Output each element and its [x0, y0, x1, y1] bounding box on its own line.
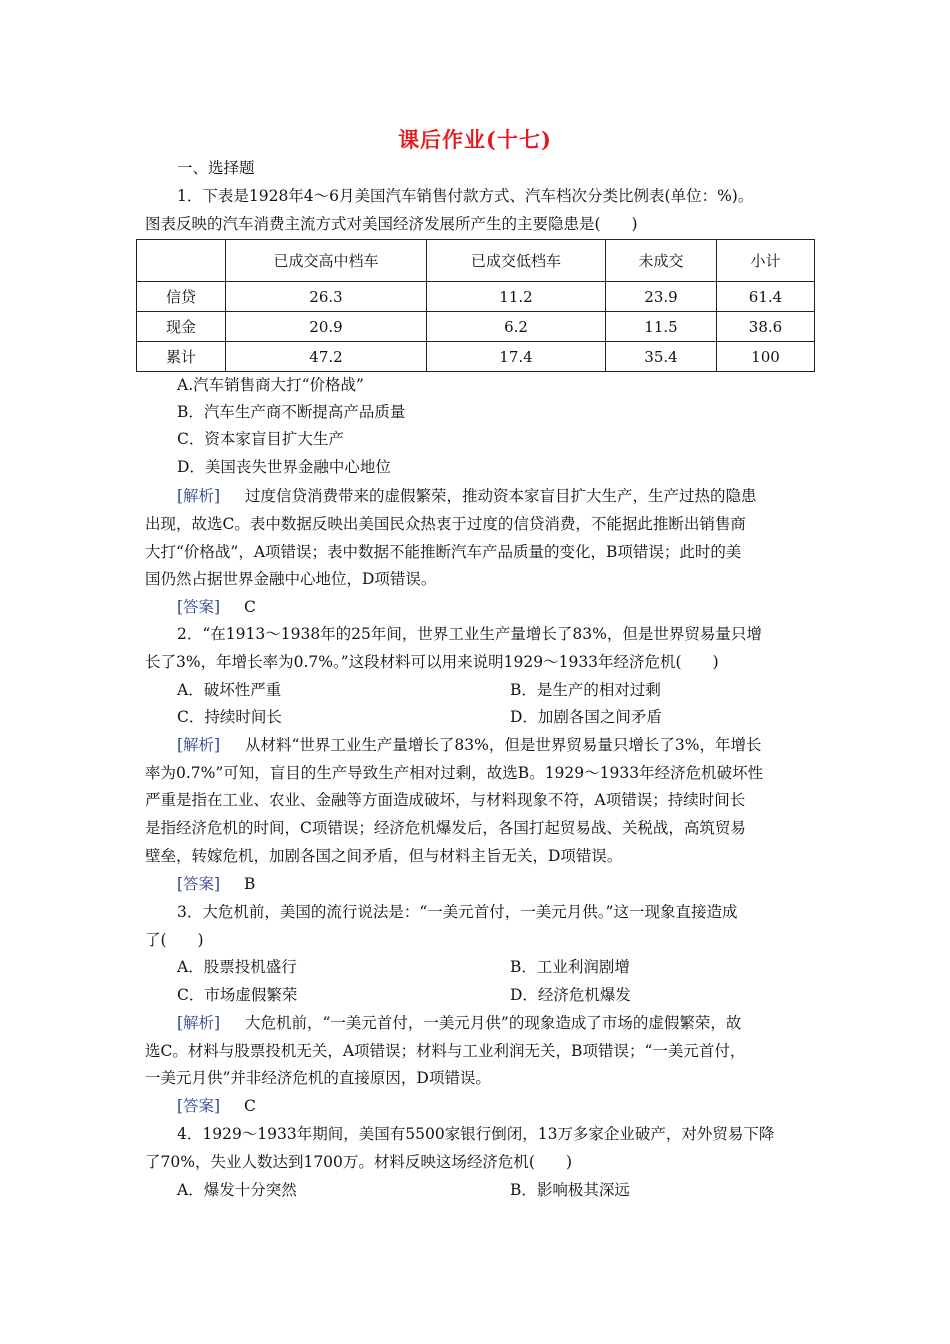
table-header-cell: 已成交高中档车	[226, 240, 427, 282]
table-cell: 20.9	[226, 312, 427, 342]
q3-analysis-line-3: 一美元月供”并非经济危机的直接原因，D项错误。	[145, 1069, 491, 1087]
q2-analysis-line-3: 严重是指在工业、农业、金融等方面造成破坏，与材料现象不符，A项错误；持续时间长	[145, 791, 746, 809]
q1-option-b: B．汽车生产商不断提高产品质量	[177, 403, 406, 421]
q1-analysis-line-2: 出现，故选C。表中数据反映出美国民众热衷于过度的信贷消费，不能据此推断出销售商	[145, 515, 746, 533]
table-header-cell: 已成交低档车	[427, 240, 606, 282]
q1-stem-line-1: 1．下表是1928年4～6月美国汽车销售付款方式、汽车档次分类比例表(单位：%)。	[177, 187, 754, 205]
q2-analysis-line-5: 壁垒，转嫁危机，加剧各国之间矛盾，但与材料主旨无关，D项错误。	[145, 847, 623, 865]
q1-option-a: A.汽车销售商大打“价格战”	[177, 376, 364, 394]
q3-option-c: C．市场虚假繁荣	[177, 986, 298, 1004]
table-cell: 61.4	[717, 282, 815, 312]
q2-stem-line-1: 2．“在1913～1938年的25年间，世界工业生产量增长了83%，但是世界贸易量只增	[177, 625, 762, 643]
q2-option-c: C．持续时间长	[177, 708, 282, 726]
q3-analysis-tag: [解析]	[177, 1014, 221, 1032]
table-cell: 35.4	[606, 342, 717, 372]
q1-data-table	[136, 239, 815, 372]
table-cell: 6.2	[427, 312, 606, 342]
table-row	[137, 312, 815, 342]
table-row	[137, 342, 815, 372]
table-cell: 100	[717, 342, 815, 372]
q4-option-a: A．爆发十分突然	[177, 1181, 297, 1199]
table-cell: 26.3	[226, 282, 427, 312]
table-row-label: 信贷	[137, 282, 226, 312]
table-cell: 38.6	[717, 312, 815, 342]
q2-option-a: A．破坏性严重	[177, 681, 282, 699]
section-heading: 一、选择题	[177, 159, 255, 177]
table-cell: 47.2	[226, 342, 427, 372]
q3-analysis-line-2: 选C。材料与股票投机无关，A项错误；材料与工业利润无关，B项错误；“一美元首付，	[145, 1042, 746, 1060]
q3-option-a: A．股票投机盛行	[177, 958, 297, 976]
q2-option-b: B．是生产的相对过剩	[510, 681, 661, 699]
table-header-cell: 小计	[717, 240, 815, 282]
q2-analysis-line-4: 是指经济危机的时间，C项错误；经济危机爆发后，各国打起贸易战、关税战，高筑贸易	[145, 819, 746, 837]
q2-analysis-line-2: 率为0.7%”可知，盲目的生产导致生产相对过剩，故选B。1929～1933年经济危机破坏性	[145, 764, 764, 782]
q3-answer-tag: [答案]	[177, 1097, 221, 1115]
q1-stem-line-2: 图表反映的汽车消费主流方式对美国经济发展所产生的主要隐患是( )	[145, 215, 638, 233]
q1-answer-tag: [答案]	[177, 598, 221, 616]
table-row	[137, 282, 815, 312]
q4-stem-line-1: 4．1929～1933年期间，美国有5500家银行倒闭，13万多家企业破产，对外贸易下降	[177, 1125, 775, 1143]
page-title: 课后作业(十七)	[398, 127, 552, 152]
q1-analysis-line-3: 大打“价格战”，A项错误；表中数据不能推断汽车产品质量的变化，B项错误；此时的美	[145, 543, 742, 561]
q1-analysis-tag: [解析]	[177, 487, 221, 505]
table-header-row	[137, 240, 815, 282]
table-cell: 11.2	[427, 282, 606, 312]
table-cell: 23.9	[606, 282, 717, 312]
q1-option-d: D．美国丧失世界金融中心地位	[177, 458, 391, 476]
q3-stem-line-1: 3．大危机前，美国的流行说法是：“一美元首付，一美元月供。”这一现象直接造成	[177, 903, 738, 921]
q4-stem-line-2: 了70%，失业人数达到1700万。材料反映这场经济危机( )	[145, 1153, 572, 1171]
q2-answer: B	[244, 875, 256, 893]
q3-stem-line-2: 了( )	[145, 931, 204, 949]
q1-analysis-line-1: 过度信贷消费带来的虚假繁荣，推动资本家盲目扩大生产，生产过热的隐患	[245, 487, 757, 505]
q3-answer: C	[244, 1097, 256, 1115]
q2-option-d: D．加剧各国之间矛盾	[510, 708, 662, 726]
table-row-label: 现金	[137, 312, 226, 342]
q4-option-b: B．影响极其深远	[510, 1181, 630, 1199]
table-header-cell	[137, 240, 226, 282]
q2-answer-tag: [答案]	[177, 875, 221, 893]
table-header-cell: 未成交	[606, 240, 717, 282]
q2-stem-line-2: 长了3%，年增长率为0.7%。”这段材料可以用来说明1929～1933年经济危机( )	[145, 653, 719, 671]
q1-option-c: C．资本家盲目扩大生产	[177, 430, 344, 448]
q2-analysis-line-1: 从材料“世界工业生产量增长了83%，但是世界贸易量只增长了3%，年增长	[245, 736, 762, 754]
q1-analysis-line-4: 国仍然占据世界金融中心地位，D项错误。	[145, 570, 437, 588]
q3-option-d: D．经济危机爆发	[510, 986, 631, 1004]
q2-analysis-tag: [解析]	[177, 736, 221, 754]
table-row-label: 累计	[137, 342, 226, 372]
q3-analysis-line-1: 大危机前，“一美元首付，一美元月供”的现象造成了市场的虚假繁荣，故	[245, 1014, 742, 1032]
table-cell: 11.5	[606, 312, 717, 342]
q3-option-b: B．工业利润剧增	[510, 958, 630, 976]
table-cell: 17.4	[427, 342, 606, 372]
q1-answer: C	[244, 598, 256, 616]
